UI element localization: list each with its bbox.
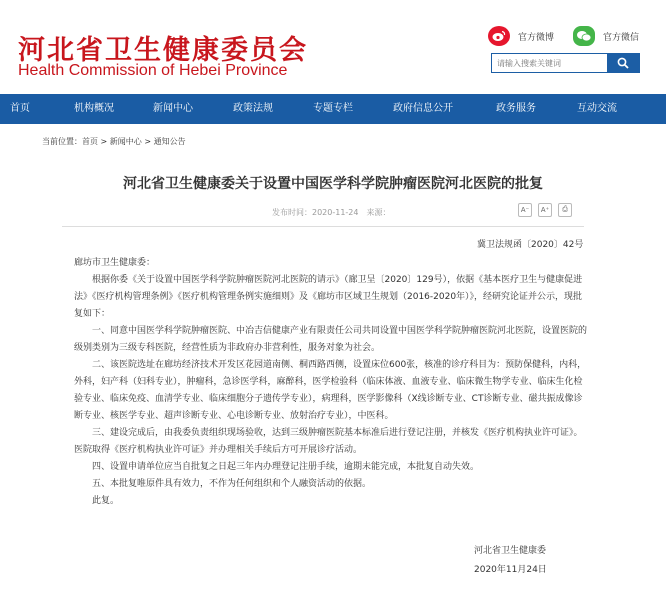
document-number: 冀卫法规函〔2020〕42号 xyxy=(477,240,584,250)
paragraph: 四、设置申请单位应当自批复之日起三年内办理登记注册手续，逾期未能完成，本批复自动失效。 xyxy=(92,462,480,472)
article-title: 河北省卫生健康委关于设置中国医学科学院肿瘤医院河北医院的批复 xyxy=(123,176,543,192)
article-meta: 发布时间：2020-11-24 来源： xyxy=(272,208,391,217)
site-header xyxy=(0,0,666,90)
nav-item-news[interactable]: 新闻中心 xyxy=(153,103,193,114)
paragraph: 一、同意中国医学科学院肿瘤医院、中冶吉信健康产业有限责任公司共同设置中国医学科学院肿瘤医院河北医院，设置医院的级别类别为三级专科医院，经营性质为非政府办非营利性，服务对象为社会。 xyxy=(74,326,588,353)
search-input[interactable] xyxy=(492,54,607,72)
signature-organization: 河北省卫生健康委 xyxy=(474,546,547,556)
weibo-label: 官方微博 xyxy=(518,32,555,43)
paragraph: 五、本批复唯原件具有效力，不作为任何组织和个人融资活动的依据。 xyxy=(92,479,372,489)
wechat-label: 官方微信 xyxy=(603,32,640,43)
paragraph: 根据你委《关于设置中国医学科学院肿瘤医院河北医院的请示》（廊卫呈〔2020〕129号），依据《基本医疗卫生与健康促进法》《医疗机构管理条例》《医疗机构管理条例实施细则》及《廊坊市区域卫生规划（2016-2020年）》，经研究论证并公示，现批复如下： xyxy=(74,275,583,319)
article-tools xyxy=(518,203,578,217)
main-nav xyxy=(0,94,666,124)
print-button[interactable]: ⎙ xyxy=(558,203,572,217)
wechat-link[interactable] xyxy=(573,26,639,46)
font-increase-button[interactable]: A⁺ xyxy=(538,203,552,217)
search-icon xyxy=(617,57,629,69)
nav-item-about[interactable]: 机构概况 xyxy=(74,103,114,114)
nav-item-policy[interactable]: 政策法规 xyxy=(233,103,273,114)
breadcrumb[interactable]: 当前位置：首页 > 新闻中心 > 通知公告 xyxy=(42,137,186,146)
wechat-icon xyxy=(573,26,595,46)
nav-item-home[interactable]: 首页 xyxy=(10,103,30,114)
paragraph: 二、该医院选址在廊坊经济技术开发区花园道南侧、桐西路西侧，设置床位600张，核准的诊疗科目为：预防保健科，内科，外科，妇产科（妇科专业），肿瘤科，急诊医学科，麻醉科，医学检验科（临床体液、血液专业、临床微生物学专业、临床生化检验专业、临床免疫、血清学专业、临床细胞分子遗传学专业），病理科，医学影像科（X线诊断专业、CT诊断专业、磁共振成像诊断专业、核医学专业、超声诊断专业、心电诊断专业、放射治疗专业），中医科。 xyxy=(74,360,587,421)
font-decrease-button[interactable]: A⁻ xyxy=(518,203,532,217)
paragraph: 三、建设完成后，由我委负责组织现场验收，达到三级肿瘤医院基本标准后进行登记注册，并核发《医疗机构执业许可证》。医院取得《医疗机构执业许可证》并办理相关手续后方可开展诊疗活动。 xyxy=(74,428,583,455)
site-logo-english[interactable]: Health Commission of Hebei Province xyxy=(18,62,288,79)
site-logo-chinese[interactable]: 河北省卫生健康委员会 xyxy=(18,35,308,66)
weibo-icon xyxy=(488,26,510,46)
nav-item-services[interactable]: 政务服务 xyxy=(496,103,536,114)
addressee: 廊坊市卫生健康委： xyxy=(74,258,156,268)
article-body xyxy=(74,255,588,510)
nav-item-topics[interactable]: 专题专栏 xyxy=(313,103,353,114)
search-box xyxy=(491,53,640,73)
signature-date: 2020年11月24日 xyxy=(474,565,547,575)
weibo-link[interactable] xyxy=(488,26,554,46)
nav-item-gov-info[interactable]: 政府信息公开 xyxy=(393,103,453,114)
paragraph: 此复。 xyxy=(92,496,120,506)
search-button[interactable] xyxy=(607,54,639,72)
nav-item-interaction[interactable]: 互动交流 xyxy=(577,103,617,114)
title-divider xyxy=(62,226,584,227)
